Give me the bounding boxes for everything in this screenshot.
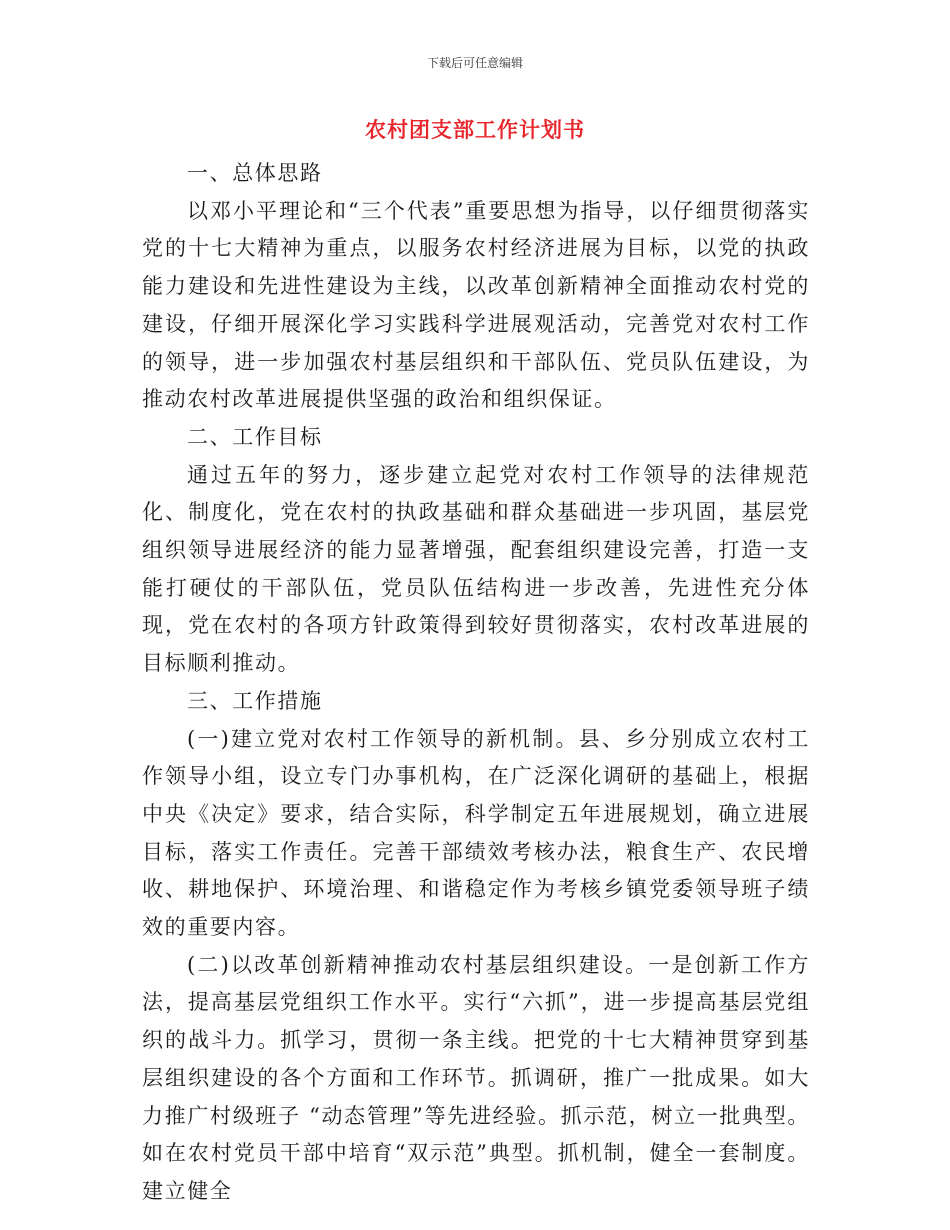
section-heading-work-measures: 三、工作措施 (187, 688, 323, 713)
document-title: 农村团支部工作计划书 (365, 117, 585, 142)
document-body (142, 155, 810, 1211)
paragraph-overall-approach: 以邓小平理论和“三个代表”重要思想为指导，以仔细贯彻落实党的十七大精神为重点，以服务农村经济进展为目标，以党的执政能力建设和先进性建设为主线，以改革创新精神全面推动农村党的建设，仔细开展深化学习实践科学进展观活动，完善党对农村工作的领导，进一步加强农村基层组织和干部队伍、党员队伍建设，为推动农村改革进展提供坚强的政治和组织保证。 (142, 198, 810, 412)
paragraph-measure-2: (二)以改革创新精神推动农村基层组织建设。一是创新工作方法，提高基层党组织工作水平。实行“六抓”，进一步提高基层党组织的战斗力。抓学习，贯彻一条主线。把党的十七大精神贯穿到基层组织建设的各个方面和工作环节。抓调研，推广一批成果。如大力推广村级班子 “动态管理”等先进经验。抓示范，树立一批典型。如在农村党员干部中培育“双示范”典型。抓机制，健全一套制度。建立健全 (142, 952, 810, 1203)
paragraph-measure-1: (一)建立党对农村工作领导的新机制。县、乡分别成立农村工作领导小组，设立专门办事机构，在广泛深化调研的基础上，根据中央《决定》要求，结合实际，科学制定五年进展规划，确立进展目标，落实工作责任。完善干部绩效考核办法，粮食生产、农民增收、耕地保护、环境治理、和谐稳定作为考核乡镇党委领导班子绩效的重要内容。 (142, 726, 810, 940)
section-heading-overall-approach: 一、总体思路 (187, 161, 323, 185)
paragraph-work-goals: 通过五年的努力，逐步建立起党对农村工作领导的法律规范化、制度化，党在农村的执政基础和群众基础进一步巩固，基层党组织领导进展经济的能力显著增强，配套组织建设完善，打造一支能打硬仗的干部队伍，党员队伍结构进一步改善，先进性充分体现，党在农村的各项方针政策得到较好贯彻落实，农村改革进展的目标顺利推动。 (142, 462, 810, 676)
download-note: 下载后可任意编辑 (426, 56, 523, 70)
section-heading-work-goals: 二、工作目标 (187, 424, 323, 449)
